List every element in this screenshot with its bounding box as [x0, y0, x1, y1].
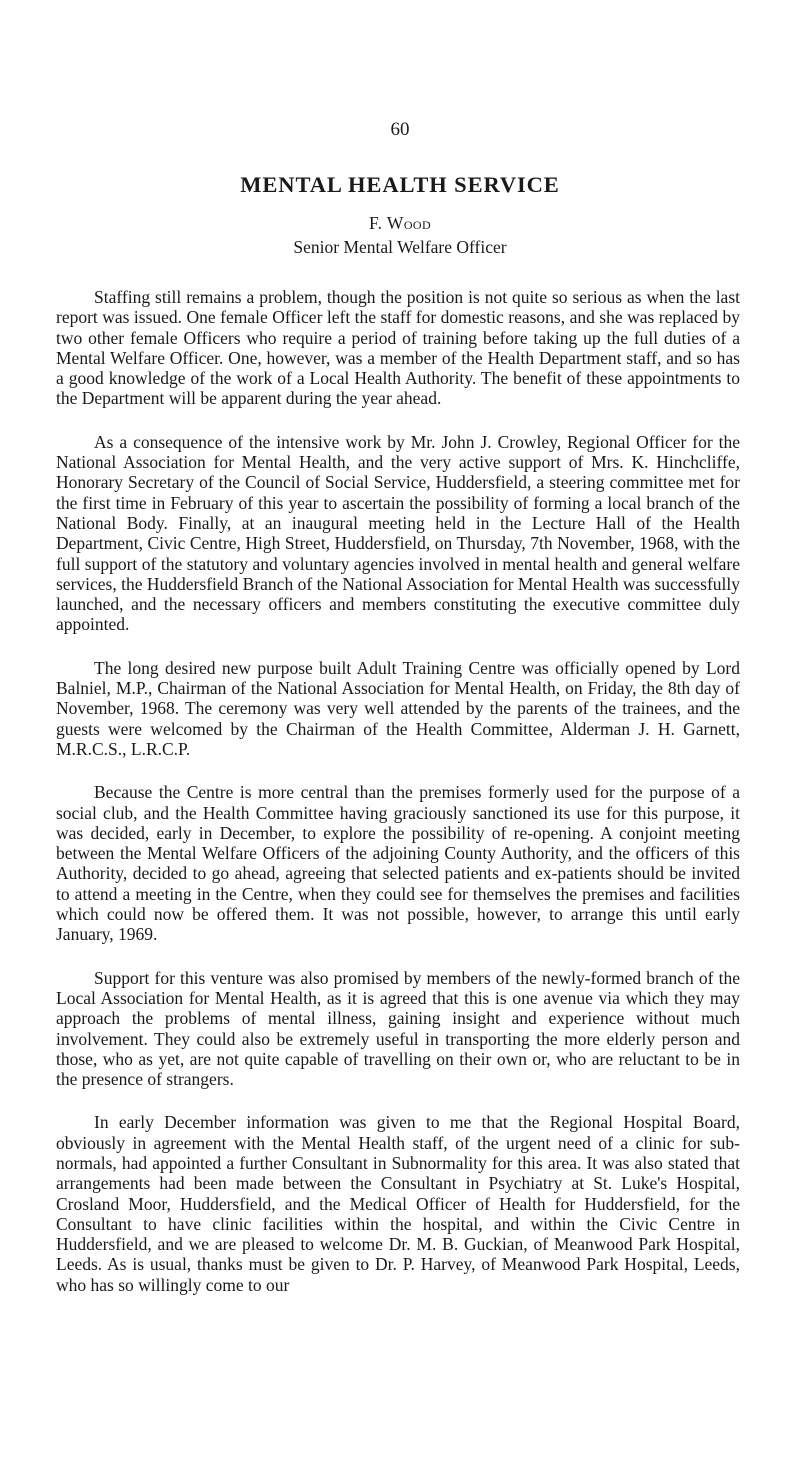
author-name: F. Wood [368, 213, 432, 233]
paragraph-support-venture: Support for this venture was also promised by members of the newly-formed branch of the Local Association for Mental Health, as it is agreed that this is one avenue via which they may approach the problems of mental illness, gaining insight and experience without much involvement. They could also be extremely useful in transporting the more elderly person and those, who as yet, are not quite capable of travelling on their own or, who are reluctant to be in the presence of strangers. [56, 967, 740, 1090]
paragraph-consultant-clinic: In early December information was given to me that the Regional Hospital Board, obviously in agreement with the Mental Health staff, of the urgent need of a clinic for sub-normals, had appointed a further Consultant in Subnormality for this area. It was also stated that arrangements had been made between the Consultant in Psychiatry at St. Luke's Hospital, Crosland Moor, Huddersfield, and the Medical Officer of Health for Huddersfield, for the Consultant to have clinic facilities within the hospital, and within the Civic Centre in Huddersfield, and we are pleased to welcome Dr. M. B. Guckian, of Meanwood Park Hospital, Leeds. As is usual, thanks must be given to Dr. P. Harvey, of Meanwood Park Hospital, Leeds, who has so willingly come to our [56, 1112, 740, 1295]
paragraph-social-club: Because the Centre is more central than the premises formerly used for the purpose of a social club, and the Health Committee having graciously sanctioned its use for this purpose, it was decided, early in December, to explore the possibility of re-opening. A conjoint meeting between the Mental Welfare Officers of the adjoining County Authority, and the officers of this Authority, decided to go ahead, agreeing that selected patients and ex-patients should be invited to attend a meeting in the Centre, when they could see for themselves the premises and facilities which could now be offered them. It was not possible, however, to arrange this until early January, 1969. [56, 782, 740, 945]
paragraph-training-centre: The long desired new purpose built Adult Training Centre was officially opened by Lord Balniel, M.P., Chairman of the National Association for Mental Health, on Friday, the 8th day of November, 1968. The ceremony was very well attended by the parents of the trainees, and the guests were welcomed by the Chairman of the Health Committee, Alderman J. H. Garnett, M.R.C.S., L.R.C.P. [56, 657, 740, 759]
section-heading: MENTAL HEALTH SERVICE [240, 172, 560, 197]
body-text [56, 287, 740, 1295]
paragraph-staffing: Staffing still remains a problem, though the position is not quite so serious as when the last report was issued. One female Officer left the staff for domestic reasons, and she was replaced by two other female Officers who require a period of training before taking up the full duties of a Mental Welfare Officer. One, however, was a member of the Health Department staff, and so has a good knowledge of the work of a Local Health Authority. The benefit of these appointments to the Department will be apparent during the year ahead. [56, 287, 740, 409]
paragraph-association-branch: As a consequence of the intensive work by Mr. John J. Crowley, Regional Officer for the National Association for Mental Health, and the very active support of Mrs. K. Hinchcliffe, Honorary Secretary of the Council of Social Service, Huddersfield, a steering committee met for the first time in February of this year to ascertain the possibility of forming a local branch of the National Body. Finally, at an inaugural meeting held in the Lecture Hall of the Health Department, Civic Centre, High Street, Huddersfield, on Thursday, 7th November, 1968, with the full support of the statutory and voluntary agencies involved in mental health and general welfare services, the Huddersfield Branch of the National Association for Mental Health was successfully launched, and the necessary officers and members constituting the executive committee duly appointed. [56, 431, 740, 635]
page-number: 60 [390, 119, 410, 140]
author-title: Senior Mental Welfare Officer [293, 237, 507, 257]
